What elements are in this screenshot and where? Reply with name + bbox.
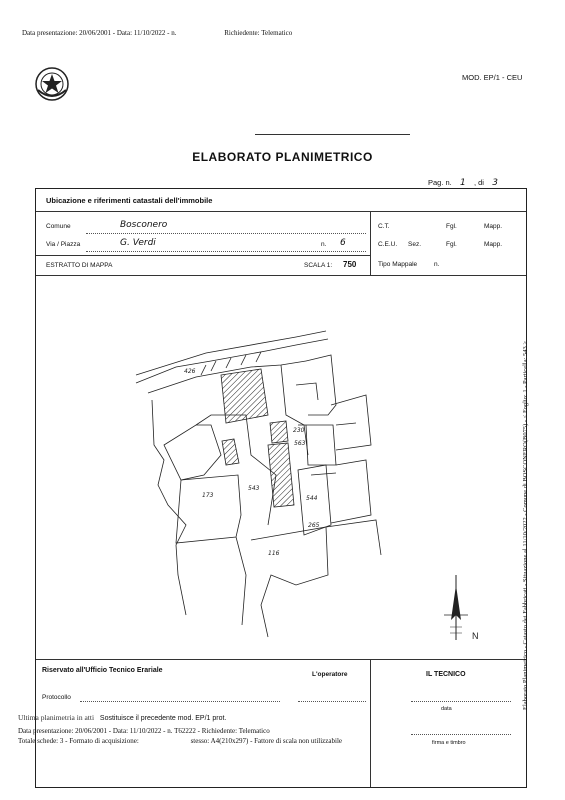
submission-header xyxy=(22,29,298,37)
italian-republic-emblem-icon xyxy=(34,66,70,102)
parcel-label: 563 xyxy=(294,440,306,447)
parcel-label: 543 xyxy=(248,485,260,492)
via-label: Via / Piazza xyxy=(46,241,81,248)
overlay-submission-line: Data presentazione: 20/06/2001 - Data: 11/10/2022 - n. T62222 - Richiedente: Telematico xyxy=(18,727,270,735)
civic-number-label: n. xyxy=(321,241,327,248)
north-label: N xyxy=(472,631,479,641)
parcel-label: 116 xyxy=(268,550,280,557)
parcel-label: 230 xyxy=(293,427,305,434)
technician-label: IL TECNICO xyxy=(426,671,466,678)
parcel-label: 265 xyxy=(308,522,320,529)
cadastral-map xyxy=(36,275,526,659)
overlay-substitutes-text: Sostituisce il precedente mod. EP/1 prot. xyxy=(99,715,227,722)
overlay-total-line xyxy=(18,737,342,745)
page-label: Pag. n. xyxy=(428,178,452,187)
ct-label: C.T. xyxy=(378,223,390,230)
ct-fgl-label: Fgl. xyxy=(446,223,457,230)
side-stamp-text: Elaborato Planimetrico - Catasto dei Fabbricati - Situazione al 11/10/2022 - Comune di BOSCONERO(B075) - < Foglio: 1 - Particella: 543 > xyxy=(522,340,529,710)
overlay-last-plan-line xyxy=(18,713,226,722)
form-code: MOD. EP/1 - CEU xyxy=(462,73,523,82)
protocollo-label: Protocollo xyxy=(42,694,71,701)
scale-value: 750 xyxy=(343,260,357,269)
page-title: ELABORATO PLANIMETRICO xyxy=(192,150,373,164)
page-total: 3 xyxy=(486,178,504,189)
operator-label: L'operatore xyxy=(312,671,348,678)
page-of-label: , di xyxy=(473,178,484,187)
scale-label: SCALA 1: xyxy=(304,262,333,269)
parcel-label: 173 xyxy=(202,492,214,499)
ct-mapp-label: Mapp. xyxy=(484,223,503,230)
requester-text: Richiedente: Telematico xyxy=(224,29,293,37)
main-frame xyxy=(35,188,527,788)
parcel-label: 426 xyxy=(184,368,196,375)
via-value: G. Verdi xyxy=(120,238,156,248)
civic-number-value: 6 xyxy=(340,238,346,248)
tipo-mappale-label: Tipo Mappale xyxy=(378,261,418,268)
page-number: 1 xyxy=(454,178,472,189)
divider xyxy=(255,134,410,135)
overlay-format-text: stesso: A4(210x297) - Fattore di scala non utilizzabile xyxy=(190,737,343,745)
signature-label: firma e timbro xyxy=(432,740,466,746)
map-extract-label: ESTRATTO DI MAPPA xyxy=(46,262,113,269)
parcel-label: 544 xyxy=(306,495,318,502)
ceu-label: C.E.U. xyxy=(378,241,398,248)
date-label: data xyxy=(441,706,452,712)
overlay-total-text: Totale schede: 3 - Formato di acquisizione: xyxy=(18,737,139,745)
comune-value: Bosconero xyxy=(120,220,168,230)
side-stamp xyxy=(517,330,537,710)
tipo-mappale-n-label: n. xyxy=(434,261,440,268)
reserved-heading: Riservato all'Ufficio Tecnico Erariale xyxy=(42,667,163,674)
submission-date-text: Data presentazione: 20/06/2001 - Data: 11/10/2022 - n. xyxy=(22,29,177,37)
building-hatched-4 xyxy=(270,421,288,443)
ceu-mapp-label: Mapp. xyxy=(484,241,503,248)
ceu-fgl-label: Fgl. xyxy=(446,241,457,248)
overlay-last-plan-text: Ultima planimetria in atti xyxy=(18,713,95,722)
ceu-sez-label: Sez. xyxy=(408,241,422,248)
building-hatched-1 xyxy=(221,369,268,423)
building-hatched-2 xyxy=(222,439,239,465)
north-arrow-icon xyxy=(444,575,468,640)
location-heading: Ubicazione e riferimenti catastali dell'immobile xyxy=(46,196,213,205)
building-hatched-3 xyxy=(268,443,294,507)
comune-label: Comune xyxy=(46,223,71,230)
